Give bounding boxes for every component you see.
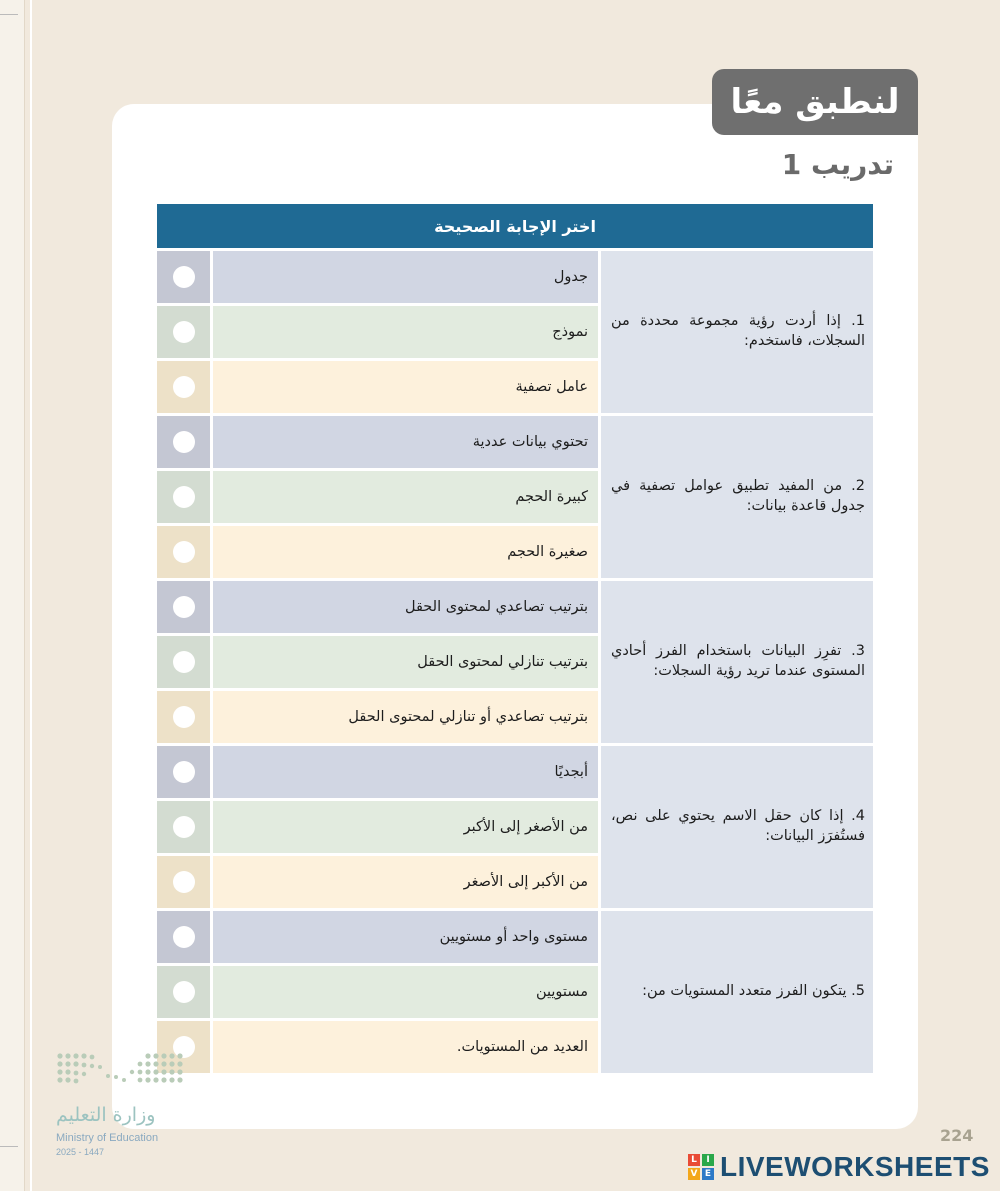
question-group-4 xyxy=(157,746,873,908)
ministry-english-name: Ministry of Education xyxy=(56,1132,159,1144)
question-text: 3. تفرِز البيانات باستخدام الفرز أحادي المستوى عندما تريد رؤية السجلات: xyxy=(601,581,873,743)
option-list xyxy=(157,581,598,743)
option-label: مستويين xyxy=(213,966,598,1018)
option-radio-cell xyxy=(157,691,210,743)
liveworksheets-brand[interactable] xyxy=(688,1150,990,1184)
logo-letter: V xyxy=(688,1168,700,1180)
radio-button[interactable] xyxy=(173,871,195,893)
option-row[interactable] xyxy=(157,746,598,798)
question-group-2 xyxy=(157,416,873,578)
option-row[interactable] xyxy=(157,966,598,1018)
question-group-5 xyxy=(157,911,873,1073)
option-radio-cell xyxy=(157,361,210,413)
option-list xyxy=(157,251,598,413)
option-row[interactable] xyxy=(157,856,598,908)
liveworksheets-logo-icon xyxy=(688,1154,714,1180)
option-label: تحتوي بيانات عددية xyxy=(213,416,598,468)
crop-mark xyxy=(0,14,18,15)
radio-button[interactable] xyxy=(173,761,195,783)
option-row[interactable] xyxy=(157,801,598,853)
option-row[interactable] xyxy=(157,911,598,963)
option-row[interactable] xyxy=(157,526,598,578)
option-row[interactable] xyxy=(157,471,598,523)
question-text: 2. من المفيد تطبيق عوامل تصفية في جدول قاعدة بيانات: xyxy=(601,416,873,578)
option-list xyxy=(157,746,598,908)
option-radio-cell xyxy=(157,251,210,303)
radio-button[interactable] xyxy=(173,541,195,563)
option-radio-cell xyxy=(157,801,210,853)
question-text: 5. يتكون الفرز متعدد المستويات من: xyxy=(601,911,873,1073)
option-label: بترتيب تصاعدي أو تنازلي لمحتوى الحقل xyxy=(213,691,598,743)
option-label: كبيرة الحجم xyxy=(213,471,598,523)
quiz-table xyxy=(157,204,873,1073)
option-row[interactable] xyxy=(157,636,598,688)
option-radio-cell xyxy=(157,471,210,523)
quiz-table-header: اختر الإجابة الصحيحة xyxy=(157,204,873,248)
option-row[interactable] xyxy=(157,361,598,413)
option-label: بترتيب تصاعدي لمحتوى الحقل xyxy=(213,581,598,633)
radio-button[interactable] xyxy=(173,431,195,453)
option-row[interactable] xyxy=(157,306,598,358)
page-margin-band xyxy=(0,0,25,1191)
exercise-title: تدريب 1 xyxy=(781,148,894,181)
option-label: نموذج xyxy=(213,306,598,358)
option-radio-cell xyxy=(157,856,210,908)
logo-letter: L xyxy=(688,1154,700,1166)
option-radio-cell xyxy=(157,581,210,633)
option-row[interactable] xyxy=(157,251,598,303)
radio-button[interactable] xyxy=(173,321,195,343)
radio-button[interactable] xyxy=(173,486,195,508)
option-label: أبجديًا xyxy=(213,746,598,798)
radio-button[interactable] xyxy=(173,816,195,838)
option-radio-cell xyxy=(157,306,210,358)
option-label: مستوى واحد أو مستويين xyxy=(213,911,598,963)
ministry-dots-icon xyxy=(54,1050,184,1088)
logo-letter: E xyxy=(702,1168,714,1180)
option-row[interactable] xyxy=(157,581,598,633)
crop-mark xyxy=(0,1146,18,1147)
lesson-tab: لنطبق معًا xyxy=(712,69,918,135)
option-label: عامل تصفية xyxy=(213,361,598,413)
question-text: 4. إذا كان حقل الاسم يحتوي على نص، فستُفرَز البيانات: xyxy=(601,746,873,908)
option-row[interactable] xyxy=(157,1021,598,1073)
question-group-1 xyxy=(157,251,873,413)
option-row[interactable] xyxy=(157,416,598,468)
question-group-3 xyxy=(157,581,873,743)
option-label: العديد من المستويات. xyxy=(213,1021,598,1073)
option-radio-cell xyxy=(157,746,210,798)
radio-button[interactable] xyxy=(173,706,195,728)
option-list xyxy=(157,911,598,1073)
radio-button[interactable] xyxy=(173,926,195,948)
liveworksheets-wordmark: LIVEWORKSHEETS xyxy=(720,1151,990,1182)
option-row[interactable] xyxy=(157,691,598,743)
option-label: صغيرة الحجم xyxy=(213,526,598,578)
option-radio-cell xyxy=(157,526,210,578)
ministry-arabic-name: وزارة التعليم xyxy=(56,1104,156,1126)
option-radio-cell xyxy=(157,416,210,468)
question-text: 1. إذا أردت رؤية مجموعة محددة من السجلات، فاستخدم: xyxy=(601,251,873,413)
option-label: من الأصغر إلى الأكبر xyxy=(213,801,598,853)
option-radio-cell xyxy=(157,636,210,688)
radio-button[interactable] xyxy=(173,266,195,288)
option-label: من الأكبر إلى الأصغر xyxy=(213,856,598,908)
radio-button[interactable] xyxy=(173,376,195,398)
option-radio-cell xyxy=(157,966,210,1018)
radio-button[interactable] xyxy=(173,651,195,673)
logo-letter: I xyxy=(702,1154,714,1166)
ministry-year: 2025 - 1447 xyxy=(56,1147,105,1157)
radio-button[interactable] xyxy=(173,596,195,618)
radio-button[interactable] xyxy=(173,981,195,1003)
page-number: 224 xyxy=(940,1126,974,1145)
option-label: بترتيب تنازلي لمحتوى الحقل xyxy=(213,636,598,688)
option-list xyxy=(157,416,598,578)
margin-line xyxy=(30,0,32,1191)
option-radio-cell xyxy=(157,911,210,963)
option-label: جدول xyxy=(213,251,598,303)
